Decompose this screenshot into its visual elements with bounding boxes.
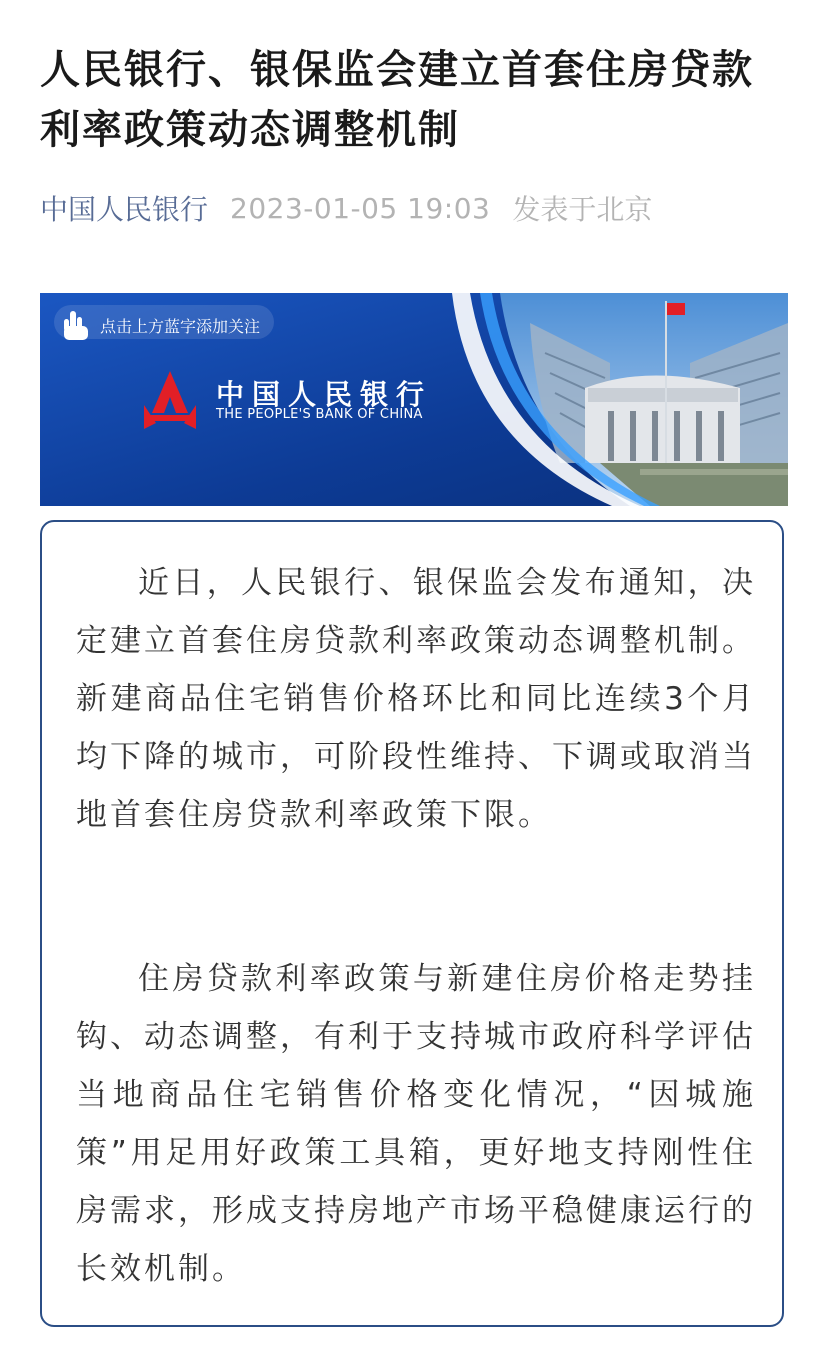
- follow-hint-text: 点击上方蓝字添加关注: [100, 317, 261, 336]
- paragraph-2: 住房贷款利率政策与新建住房价格走势挂钩、动态调整，有利于支持城市政府科学评估当地商品住宅销售价格变化情况，“因城施策”用足用好政策工具箱，更好地支持刚性住房需求，形成支持房地产市场平稳健康运行的长效机制。: [76, 961, 756, 1287]
- bank-name-cn: 中国人民银行: [216, 378, 433, 411]
- account-name-link[interactable]: 中国人民银行: [40, 193, 209, 226]
- article-content-box: [40, 520, 784, 1327]
- header-banner-image: [40, 293, 788, 506]
- publish-time: 2023-01-05 19:03: [230, 191, 491, 225]
- publish-location: 发表于北京: [512, 193, 653, 226]
- bank-name-en: THE PEOPLE'S BANK OF CHINA: [216, 407, 423, 422]
- paragraph-1: 近日，人民银行、银保监会发布通知，决定建立首套住房贷款利率政策动态调整机制。新建商品住宅销售价格环比和同比连续3个月均下降的城市，可阶段性维持、下调或取消当地首套住房贷款利率政策下限。: [76, 565, 756, 833]
- article-meta: [40, 186, 652, 230]
- article-title: 人民银行、银保监会建立首套住房贷款利率政策动态调整机制: [40, 47, 754, 153]
